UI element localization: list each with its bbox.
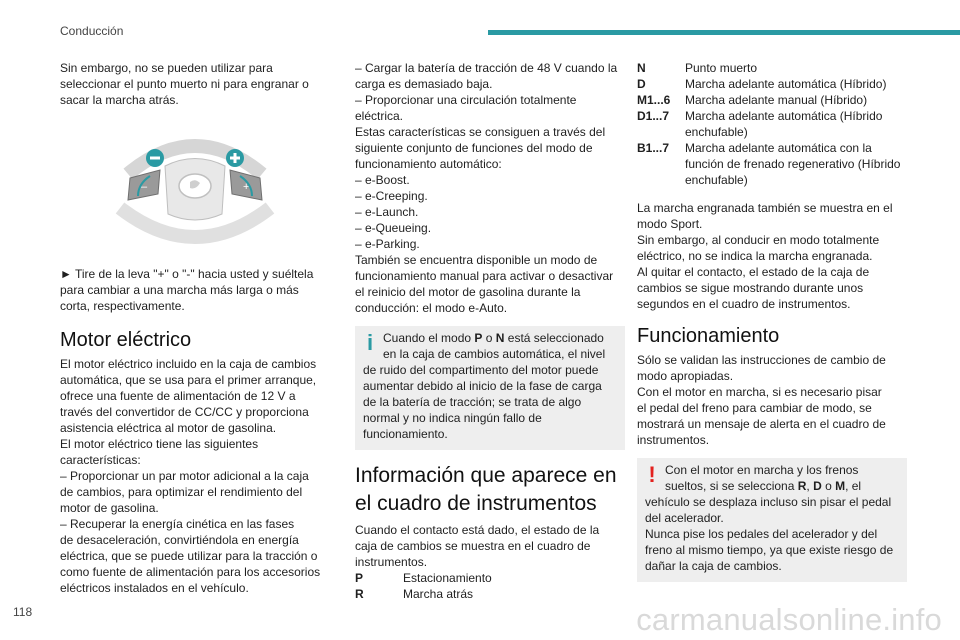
column-2 — [355, 60, 625, 602]
characteristics-paragraph: – Cargar la batería de tracción de 48 V cuando la carga es demasiado baja. – Proporcionar una circulación totalmente eléctrica. Estas características se consiguen a través del siguiente conjunto de funciones del modo de funcionamiento automático: – e-Boost. – e-Creeping. – e-Launch. – e-Queueing. – e-Parking. También se encuentra disponible un modo de funcionamiento manual para activar o desactivar el reinicio del motor de gasolina durante la conducción: el modo e-Auto. — [355, 61, 618, 315]
gear-row-d: D Marcha adelante automática (Híbrido) — [637, 77, 887, 91]
funcionamiento-heading: Funcionamiento — [637, 325, 780, 347]
funcionamiento-paragraph: Sólo se validan las instrucciones de cambio de modo apropiadas. Con el motor en marcha, si es necesario pisar el pedal del freno para cambiar de modo, se mostrará un mensaje de alerta en el cuadro de instrumentos. — [637, 353, 886, 447]
paddle-instruction: ► Tire de la leva "+" o "-" hacia usted y suéltela para cambiar a una marcha más larga o más corta, respectivamente. — [60, 267, 314, 313]
watermark: carmanualsonline.info — [636, 602, 942, 637]
intro-paragraph: Sin embargo, no se pueden utilizar para seleccionar el punto muerto ni para engranar o sacar la marcha atrás. — [60, 61, 309, 107]
steering-wheel-paddles-illustration — [110, 126, 280, 248]
info-icon: i — [366, 330, 374, 355]
section-header: Conducción — [60, 24, 124, 38]
gear-row-r: R Marcha atrás — [355, 587, 474, 601]
column-1 — [60, 60, 335, 596]
motor-heading: Motor eléctrico — [60, 329, 192, 351]
warning-icon: ! — [648, 462, 656, 487]
header-accent-bar — [488, 30, 960, 35]
motor-paragraph: El motor eléctrico incluido en la caja de cambios automática, que se usa para el primer arranque, ofrece una fuente de alimentación de 12 V a través del convertidor de CC/CC y proporciona asistencia eléctrica al motor de gasolina. El motor eléctrico tiene las siguientes características: – Proporcionar un par motor adicional a la caja de cambios, para optimizar el rendimiento del motor de gasolina. – Recuperar la energía cinética en las fases de desaceleración, convirtiéndola en energía eléctrica, que se puede utilizar para la tracción o como fuente de alimentación para los accesorios eléctricos instalados en el vehículo. — [60, 357, 321, 595]
gear-row-d17: D1...7 Marcha adelante automática (Híbrido enchufable) — [637, 109, 883, 139]
info-display-paragraph: Cuando el contacto está dado, el estado de la caja de cambios se muestra en el cuadro de instrumentos. — [355, 523, 600, 569]
column-3 — [637, 60, 907, 582]
gear-row-p: P Estacionamiento — [355, 571, 492, 585]
info-display-heading: Información que aparece en el cuadro de instrumentos — [355, 464, 617, 515]
sport-mode-paragraph: La marcha engranada también se muestra en el modo Sport. Sin embargo, al conducir en modo totalmente eléctrico, no se indica la marcha engranada. Al quitar el contacto, el estado de la caja de cambios se sigue mostrando durante unos segundos en el cuadro de instrumentos. — [637, 201, 893, 311]
warning-note-box: ! Con el motor en marcha y los frenos sueltos, si se selecciona R, D o M, el vehículo se desplaza incluso sin pisar el pedal del acelerador. Nunca pise los pedales del acelerador y del freno al mismo tiempo, ya que existe riesgo de dañar la caja de cambios. — [637, 458, 907, 582]
info-note-box: i Cuando el modo P o N está seleccionado en la caja de cambios automática, el nivel de ruido del compartimento del motor puede aumentar debido al inicio de la fase de carga de la batería de tracción; se trata de algo normal y no indica ningún fallo de funcionamiento. — [355, 326, 625, 450]
page-number: 118 — [13, 605, 33, 619]
svg-text:–: – — [141, 181, 148, 193]
svg-text:+: + — [243, 181, 250, 193]
gear-row-n: N Punto muerto — [637, 61, 758, 75]
gear-row-m: M1...6 Marcha adelante manual (Híbrido) — [637, 93, 868, 107]
gear-row-b17: B1...7 Marcha adelante automática con la función de frenado regenerativo (Híbrido enchufable) — [637, 141, 901, 187]
